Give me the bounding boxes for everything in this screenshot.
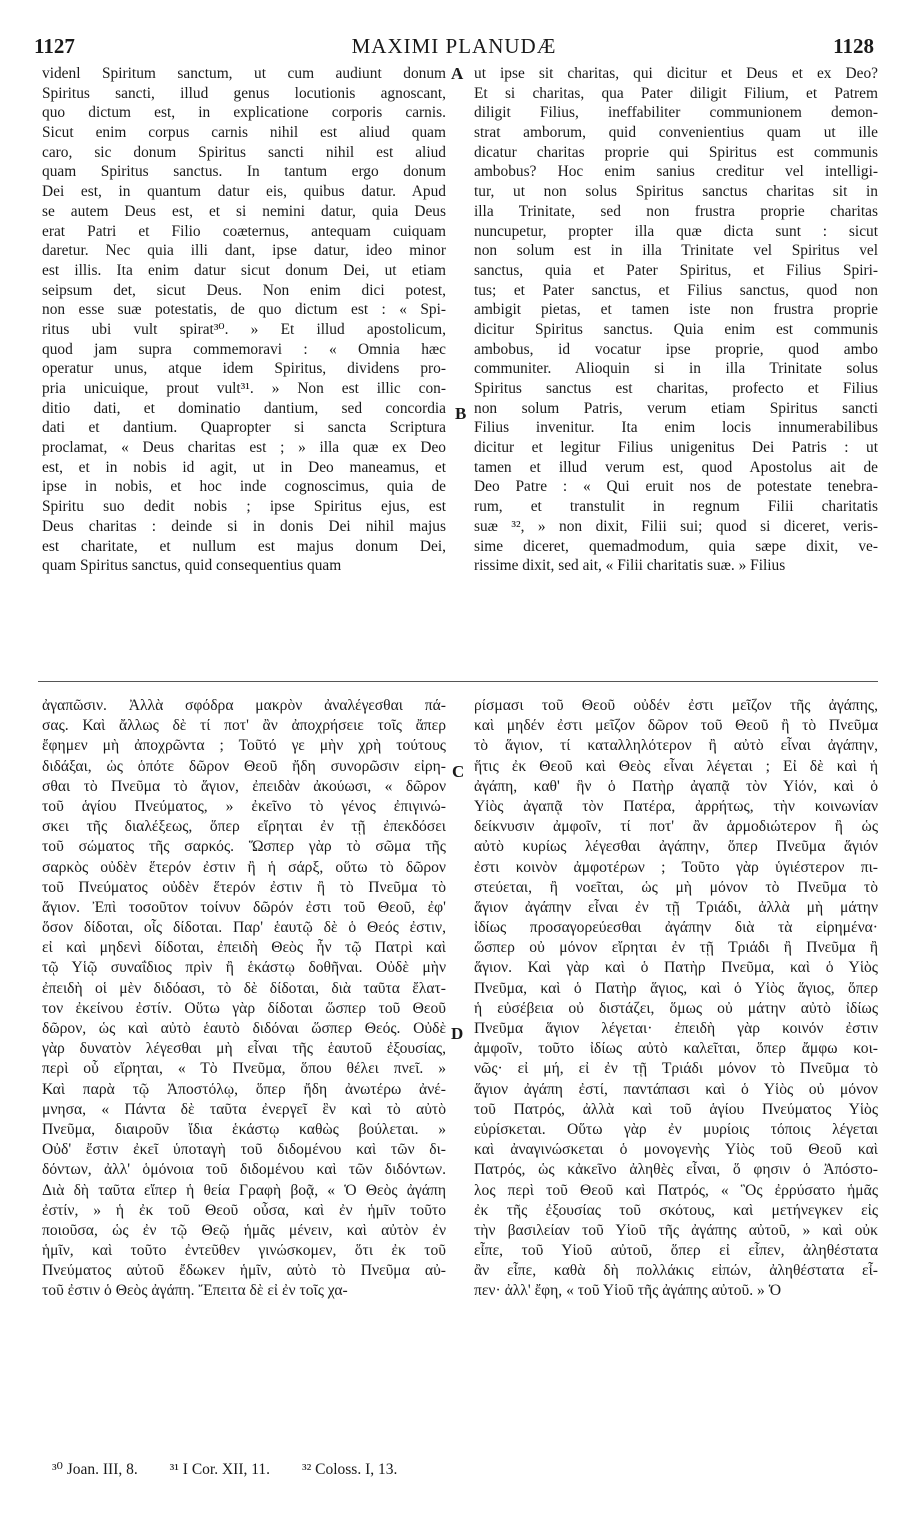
greek-text-line: εἶπε, τοῦ Υἱοῦ αὐτοῦ, ὅπερ εἰ εἶπεν, ἀληθέστατα — [474, 1242, 878, 1260]
greek-text-line: τοῦ Πατρός, ἀλλὰ καὶ τοῦ ἁγίου Πνεύματος Υἱὸς — [474, 1100, 878, 1118]
latin-text-line: dati et dantium. Quapropter si sancta Scriptura — [42, 419, 446, 437]
greek-text-line: ἐστι κοινὸν ἀμφοτέρων ; Τοῦτο γὰρ ὑγιέστερον πι- — [474, 858, 878, 876]
greek-text-line: ποιοῦσα, ὡς ἐν τῷ Θεῷ ἡμᾶς μένειν, καὶ αὐτὸν ἐν — [42, 1221, 446, 1239]
margin-letter-a: A — [451, 64, 464, 83]
latin-text-line: daretur. Nec quia illi dant, ipse datur, ideo minor — [42, 242, 446, 260]
greek-text-line: Πνεύματος αὐτοῦ ἔδωκεν ἡμῖν, αὐτὸ τὸ Πνεῦμα αὐ- — [42, 1262, 446, 1280]
margin-letter-c: C — [452, 762, 465, 781]
greek-text-line: δείκνυσιν ἀμφοῖν, τί ποτ' ἂν ἁρμοδιώτερον ἢ ὡς — [474, 818, 878, 836]
latin-text-line: non solum est in illa Trinitate vel Spiritus vel — [474, 242, 878, 260]
greek-text-line: Υἱὸς ἀγαπᾷ τὸν Πατέρα, ἀρρήτως, τὴν κοινωνίαν — [474, 797, 878, 815]
latin-text-line: pria unicuique, prout vult³¹. » Non est illic con- — [42, 380, 446, 397]
greek-text-line: ἐστίν, » ἡ ἐκ τοῦ Θεοῦ οὖσα, καὶ ἐν ἡμῖν τοῦτο — [42, 1201, 446, 1219]
greek-text-line: τοῦ ἐστιν ὁ Θεὸς ἀγάπη. Ἔπειτα δὲ εἰ ἐν τοῖς χα- — [42, 1282, 348, 1300]
latin-text-line: Spiritus sancti, illud genus locutionis agnoscant, — [42, 84, 446, 102]
latin-text-line: dicatur charitas proprie qui Spiritus est communis — [474, 143, 878, 161]
latin-text-line: ambobus, id vocatur ipse proprie, quod ambo — [474, 340, 878, 358]
latin-text-line: Deo Patre : « Qui eruit nos de potestate tenebra- — [474, 478, 878, 496]
latin-text-line: tur, ut non solus Spiritus sanctus charitas sit in — [474, 183, 878, 201]
latin-text-line: Sicut enim corpus carnis nihil est aliud quam — [42, 124, 446, 142]
greek-text-line: Πατρός, ὡς κἀκεῖνο ἀληθὲς εἶναι, ὅ φησιν ὁ Ἀπόστο- — [474, 1161, 878, 1179]
latin-text-line: sime diceret, quemadmodum, quia sæpe dixit, ve- — [474, 537, 878, 555]
greek-text-line: δόντων, ἀλλ' ὁμόνοια τοῦ διδομένου καὶ τῶν διδόντων. — [42, 1161, 446, 1179]
greek-text-line: μνησα, « Πάντα δὲ ταῦτα ἐνεργεῖ ἓν καὶ τὸ αὐτὸ — [42, 1100, 446, 1118]
latin-left-column — [42, 64, 446, 576]
latin-text-line: non solum Patris, verum etiam Spiritus sancti — [474, 399, 878, 417]
latin-right-column — [474, 64, 878, 576]
latin-text-line: strat amborum, quid convenientius quam ut ille — [474, 124, 878, 142]
latin-text-line: quam Spiritus sanctus. In tantum ergo donum — [42, 163, 446, 181]
left-page-number: 1127 — [34, 34, 75, 58]
latin-text-line: ut ipse sit charitas, qui dicitur et Deus et ex Deo? — [474, 65, 878, 82]
greek-text-line: ἐκ τῆς ἐξουσίας τοῦ σκότους, καὶ μετήνεγκεν εἰς — [474, 1201, 878, 1219]
greek-text-line: ρίσμασι τοῦ Θεοῦ οὐδέν ἐστι μεῖζον τῆς ἀγάπης, — [474, 697, 878, 714]
latin-text-line: est, et in nobis id agit, ut in Deo maneamus, et — [42, 458, 446, 476]
right-page-number: 1128 — [833, 34, 874, 58]
greek-text-line: τῷ Υἱῷ συναΐδιος πρὶν ἢ ἑκάστῳ δοθῆναι. Οὐδὲ μὴν — [42, 959, 446, 977]
greek-text-line: τοῦ Πνεύματος οὐδὲν ἕτερόν ἐστιν ἢ τὸ Πνεῦμα τὸ — [42, 878, 446, 896]
latin-text-line: rum, et transtulit in regnum Filii charitatis — [474, 498, 878, 516]
greek-text-line: ἂν εἶπε, καθὰ δὴ πολλάκις εἰπών, ἀληθέστατα εἶ- — [474, 1262, 878, 1280]
greek-text-line: Καὶ παρὰ τῷ Ἀποστόλῳ, ὅπερ ἤδη ἀνωτέρω ἀνέ- — [42, 1080, 446, 1098]
latin-text-line: communiter. Alioquin si in illa Trinitate solus — [474, 360, 878, 378]
greek-text-line: Πνεῦμα ἅγιον λέγεται· ἐπειδὴ γὰρ κοινόν ἐστιν — [474, 1020, 878, 1037]
greek-right-column — [474, 696, 878, 1302]
margin-letter-b: B — [455, 404, 467, 423]
latin-text-line: se autem Deus est, et si nemini datur, quia Deus — [42, 202, 446, 220]
greek-text-line: νῶς· εἰ μή, εἰ ἐν τῇ Τριάδι μόνον τὸ Πνεῦμα τὸ — [474, 1060, 878, 1078]
greek-text-line: τὸ ἅγιον, τί καταλληλότερον ἢ αὐτὸ εἶναι ἀγάπην, — [474, 737, 878, 755]
latin-text-line: rissime dixit, sed ait, « Filii charitatis suæ. » Filius — [474, 557, 786, 575]
greek-text-line: Πνεῦμα, διαιροῦν ἴδια ἑκάστῳ καθὼς βούλεται. » — [42, 1120, 446, 1138]
greek-text-line: αὐτὸ κυρίως λέγεσθαι ἀγάπην, ὅπερ Πνεῦμα ἅγιόν — [474, 838, 878, 856]
latin-text-line: quod jam supra commemoravi : « Omnia hæc — [42, 340, 446, 358]
latin-text-line: Filius invenitur. Ita enim locis innumerabilibus — [474, 419, 878, 437]
greek-text-line: εἰ καὶ μηδενὶ δίδοται, ἐπειδὴ Θεὸς ἦν τῷ Πατρὶ καὶ — [42, 939, 446, 957]
running-title: MAXIMI PLANUDÆ — [351, 34, 557, 58]
latin-text-line: seipsum det, sicut Deus. Non enim dici potest, — [42, 281, 446, 299]
latin-text-line: proclamat, « Deus charitas est ; » illa quæ ex Deo — [42, 439, 446, 457]
greek-text-line: γὰρ δυνατὸν λέγεσθαι μὴ εἶναι τῆς ἑαυτοῦ ἐξουσίας, — [42, 1040, 446, 1058]
greek-text-line: Οὐδ' ἔστιν ἐκεῖ ὑποταγὴ τοῦ διδομένου καὶ τῶν δι- — [42, 1141, 446, 1159]
greek-text-line: ἐπειδὴ οἱ μὲν διδόασι, τὸ δὲ δίδοται, διὰ ταῦτα ἔλατ- — [42, 979, 446, 997]
latin-text-line: illa Trinitate, sed non frustra proprie charitas — [474, 202, 878, 220]
latin-text-line: est charitate, et nullum est majus donum Dei, — [42, 537, 446, 555]
latin-text-line: ambobus? Hoc enim sanius creditur vel intelligi- — [474, 163, 878, 181]
greek-text-line: ἡ εὐσέβεια οὐ διστάζει, ὅμως οὐ μάτην αὐτὸ ἰδίως — [474, 999, 878, 1017]
greek-text-line: τοῦ σώματος τῆς σαρκός. Ὥσπερ γὰρ τὸ σῶμα τῆς — [42, 838, 446, 856]
latin-text-line: ipse in nobis, et hoc inde cognoscimus, quia de — [42, 478, 446, 496]
greek-text-line: ἡμῖν, καὶ τοῦτο ἐντεῦθεν γινώσκομεν, ὅτι ἐκ τοῦ — [42, 1242, 446, 1260]
greek-text-line: Διὰ δὴ ταῦτα εἴπερ ἡ θεία Γραφὴ βοᾷ, « Ὁ Θεὸς ἀγάπη — [42, 1181, 446, 1199]
greek-text-line: εὑρίσκεται. Οὕτω γὰρ ἐν μυρίοις τόποις λέγεται — [474, 1120, 878, 1138]
latin-text-line: sanctus, quia et Pater Spiritus, et Filius Spiri- — [474, 261, 878, 279]
running-header — [34, 34, 874, 64]
latin-text-line: ditio dati, et dominatio dantium, sed concordia — [42, 399, 446, 417]
latin-text-line: Deus charitas : deinde si in donis Dei nihil majus — [42, 517, 446, 535]
greek-text-line: καὶ μηδέν ἐστι μεῖζον δῶρον τοῦ Θεοῦ ἢ τὸ Πνεῦμα — [474, 717, 878, 735]
latin-text-line: operatur unus, atque idem Spiritus, dividens pro- — [42, 360, 446, 378]
footnote: ³¹ I Cor. XII, 11. — [169, 1461, 271, 1478]
latin-text-line: caro, sic donum Spiritus sancti nihil est aliud — [42, 143, 446, 161]
greek-text-line: ἔφημεν μὴ ἀποχρῶντα ; Τοῦτό γε μὴν χρὴ τούτους — [42, 737, 446, 755]
greek-text-line: ὅσον δίδοται, οἷς δίδοται. Παρ' ἑαυτῷ δὲ ὁ Θεός ἐστιν, — [42, 919, 446, 937]
latin-text-line: suæ ³², » non dixit, Filii sui; quod si diceret, veris- — [474, 517, 878, 535]
greek-text-line: ἀγαπῶσιν. Ἀλλὰ σφόδρα μακρὸν ἀναλέγεσθαι πά- — [42, 697, 446, 714]
greek-text-line: σκει τῆς διαλέξεως, ὅπερ εἴρηται ἐν τῇ ἐπεκδόσει — [42, 818, 446, 836]
greek-text-line: τοῦ ἁγίου Πνεύματος, » ἐκεῖνο τὸ γένος ἐπιγινώ- — [42, 797, 446, 815]
margin-letter-d: D — [451, 1024, 464, 1043]
latin-text-line: diligit Filius, ineffabiliter communionem demon- — [474, 104, 878, 122]
latin-text-line: ritus ubi vult spirat³⁰. » Et illud apostolicum, — [42, 320, 446, 338]
footnote: ³² Coloss. I, 13. — [301, 1461, 398, 1478]
greek-text-line: ἀγάπη, καθ' ἣν ὁ Πατὴρ ἀγαπᾷ τὸν Υἱόν, καὶ ὁ — [474, 777, 878, 795]
greek-text-line: πεν· ἀλλ' ἔφη, « τοῦ Υἱοῦ τῆς ἀγάπης αὐτοῦ. » Ὁ — [474, 1282, 782, 1300]
greek-text-line: ἀμφοῖν, τοῦτο ἰδίως αὐτὸ καλεῖται, ὅπερ ἄμφω κοι- — [474, 1040, 878, 1058]
greek-text-line: ἅγιον ἀγάπη ἐστί, παντάπασι καὶ ὁ Υἱὸς οὐ μόνον — [474, 1080, 878, 1098]
latin-text-line: Spiritu suo dedit nobis ; ipse Spiritus ejus, est — [42, 498, 446, 516]
greek-text-line: ἅγιον. Ἐπὶ τοσοῦτον τοίνυν δῶρόν ἐστι τοῦ Θεοῦ, ἐφ' — [42, 898, 446, 916]
footnote: ³⁰ Joan. III, 8. — [52, 1461, 138, 1478]
latin-text-line: ambigit pietas, et tamen iste non frustra proprie — [474, 301, 878, 319]
greek-text-line: περὶ οὗ εἴρηται, « Τὸ Πνεῦμα, ὅπου θέλει πνεῖ. » — [42, 1060, 446, 1078]
greek-text-line: σας. Καὶ ἄλλως δὲ τί ποτ' ἂν ἀποχρήσειε τοῖς ἄπερ — [42, 717, 446, 735]
latin-text-line: tamen et illud verum est, quod Apostolus ait de — [474, 458, 878, 476]
greek-text-line: δῶρον, ὡς καὶ αὐτὸ ἑαυτὸ διδόναι ὥσπερ Θεός. Οὐδὲ — [42, 1020, 446, 1037]
latin-text-line: non esse suæ potestatis, de quo dictum est : « Spi- — [42, 301, 446, 319]
greek-text-line: Πνεῦμα, καὶ ὁ Πατὴρ ἅγιος, καὶ ὁ Υἱὸς ἅγιος, ὅπερ — [474, 979, 878, 997]
greek-text-line: ἥτις ἐκ Θεοῦ καὶ Θεὸς εἶναι λέγεται ; Εἰ δὲ καὶ ἡ — [474, 757, 878, 775]
greek-text-line: καὶ ἀναγινώσκεται ὁ μονογενὴς Υἱὸς τοῦ Θεοῦ καὶ — [474, 1141, 878, 1159]
latin-text-line: dicitur Spiritus sanctus. Quia enim est communis — [474, 320, 878, 338]
latin-text-line: tus; et Pater sanctus, et Filius sanctus, quod non — [474, 281, 878, 299]
latin-text-line: nuncupetur, propter illa quæ dicta sunt : sicut — [474, 222, 878, 240]
latin-text-line: quam Spiritus sanctus, quid consequentius quam — [42, 557, 342, 575]
greek-text-line: στεύεται, ἢ νοεῖται, ὡς μὴ μόνον τὸ Πνεῦμα τὸ — [474, 878, 878, 896]
latin-text-line: est illis. Ita enim datur sicut donum Dei, ut etiam — [42, 261, 446, 279]
greek-text-line: ὥσπερ οὐ μόνον εἴρηται ἐν τῇ Τριάδι ἢ Πνεῦμα ἢ — [474, 939, 878, 957]
greek-text-line: λος περὶ τοῦ Θεοῦ καὶ Πατρός, « Ὃς ἐρρύσατο ἡμᾶς — [474, 1181, 878, 1199]
greek-text-line: τον ἐκείνου ἐστίν. Οὕτω γὰρ δίδοται ὥσπερ τοῦ Θεοῦ — [42, 999, 446, 1017]
latin-text-line: Dei est, in quantum datur eis, quibus datur. Apud — [42, 183, 446, 201]
greek-text-line: τὴν βασιλείαν τοῦ Υἱοῦ τῆς ἀγάπης αὐτοῦ, » καὶ οὐκ — [474, 1221, 878, 1239]
latin-text-line: Spiritus sanctus est charitas, profecto et Filius — [474, 380, 878, 397]
latin-text-line: videnl Spiritum sanctum, ut cum audiunt donum — [42, 65, 446, 82]
greek-text-line: ἅγιον. Καὶ γὰρ καὶ ὁ Πατὴρ Πνεῦμα, καὶ ὁ Υἱὸς — [474, 959, 878, 977]
greek-text-line: ἰδίως προσαγορεύεσθαι ἀγάπην διὰ τὰ εἰρημένα· — [474, 919, 878, 937]
latin-text-line: erat Patri et Filio coæternus, antequam cuiquam — [42, 222, 446, 240]
greek-left-column — [42, 696, 446, 1302]
footnotes — [52, 1460, 425, 1479]
greek-text-line: σθαι τὸ Πνεῦμα τὸ ἅγιον, ἐπειδὰν ἀκούωσι, « δῶρον — [42, 777, 446, 795]
greek-text-line: διδάξαι, ὡς ὁπότε δῶρον Θεοῦ ἤδη συνορῶσιν εἰρη- — [42, 757, 446, 775]
latin-text-line: Et si charitas, qua Pater diligit Filium, et Patrem — [474, 84, 878, 102]
latin-text-line: dicitur et legitur Filius unigenitus Dei Patris : ut — [474, 439, 878, 457]
greek-text-line: ἅγιον ἀγάπην εἶναι ἐν τῇ Τριάδι, ἀλλὰ μὴ μάτην — [474, 898, 878, 916]
greek-text-line: σαρκὸς οὐδὲν ἕτερόν ἐστιν ἢ ἡ σάρξ, οὕτω τὸ δῶρον — [42, 858, 446, 876]
section-divider — [38, 681, 878, 682]
latin-text-line: quo dictum est, in explicatione corporis carnis. — [42, 104, 446, 122]
